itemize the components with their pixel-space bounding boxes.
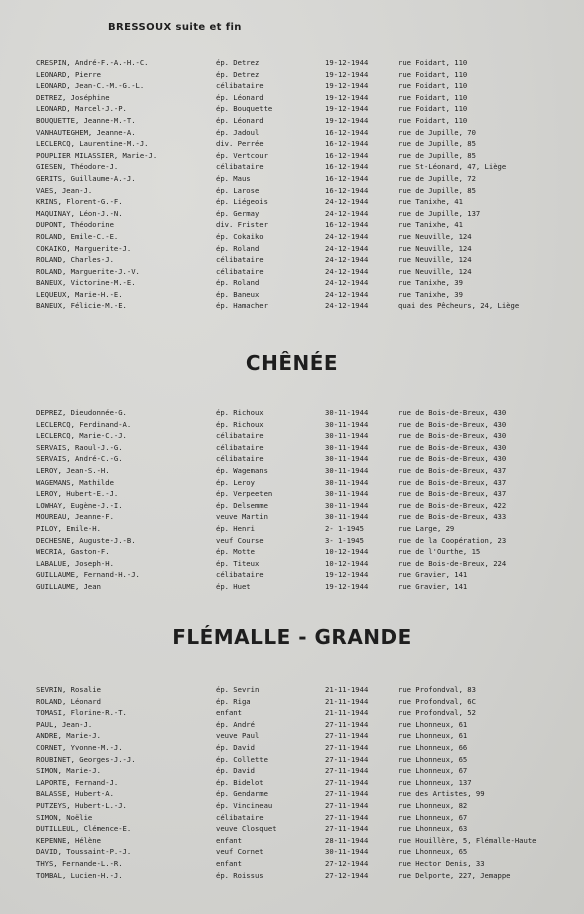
date-of-death: 27-11-1944 <box>325 754 369 764</box>
address: rue de la Coopération, 23 <box>398 535 507 545</box>
section-flemalle-grande-list <box>0 684 584 881</box>
civil-status: enfant <box>216 708 242 718</box>
date-of-death: 24-12-1944 <box>325 243 369 253</box>
person-name: BANEUX, Félicie-M.-E. <box>36 301 127 311</box>
address: rue des Artistes, 99 <box>398 789 485 799</box>
date-of-death: 19-12-1944 <box>325 104 369 114</box>
person-name: GUILLAUME, Jean <box>36 581 101 591</box>
list-item <box>0 300 584 312</box>
date-of-death: 19-12-1944 <box>325 92 369 102</box>
address: quai des Pêcheurs, 24, Liège <box>398 301 520 311</box>
list-item <box>0 277 584 289</box>
address: rue Foidart, 110 <box>398 69 468 79</box>
civil-status: ép. André <box>216 719 255 729</box>
date-of-death: 30-11-1944 <box>325 477 369 487</box>
person-name: LECLERCQ, Ferdinand-A. <box>36 419 132 429</box>
civil-status: ép. Delsemme <box>216 500 268 510</box>
civil-status: ép. Titeux <box>216 558 260 568</box>
address: rue Lhonneux, 66 <box>398 742 468 752</box>
address: rue Lhonneux, 63 <box>398 824 468 834</box>
list-item <box>0 465 584 477</box>
list-item <box>0 719 584 731</box>
list-item <box>0 812 584 824</box>
person-name: COKAIKO, Marguerite-J. <box>36 243 132 253</box>
person-name: BOUQUETTE, Jeanne-M.-T. <box>36 115 136 125</box>
civil-status: célibataire <box>216 81 264 91</box>
list-item <box>0 777 584 789</box>
person-name: LECLERCQ, Laurentine-M.-J. <box>36 139 149 149</box>
civil-status: veuve Martin <box>216 512 268 522</box>
date-of-death: 30-11-1944 <box>325 419 369 429</box>
date-of-death: 24-12-1944 <box>325 278 369 288</box>
civil-status: ép. Baneux <box>216 289 260 299</box>
civil-status: ép. Germay <box>216 208 260 218</box>
person-name: ROLAND, Emile-C.-E. <box>36 231 119 241</box>
list-item <box>0 442 584 454</box>
person-name: WECRIA, Gaston-F. <box>36 547 110 557</box>
person-name: SERVAIS, Raoul-J.-G. <box>36 442 123 452</box>
person-name: VANHAUTEGHEM, Jeanne-A. <box>36 127 136 137</box>
list-item <box>0 846 584 858</box>
civil-status: div. Frister <box>216 220 268 230</box>
civil-status: ép. Maus <box>216 173 251 183</box>
list-item <box>0 57 584 69</box>
civil-status: ép. David <box>216 742 255 752</box>
civil-status: ép. Richoux <box>216 408 264 417</box>
date-of-death: 19-12-1944 <box>325 115 369 125</box>
date-of-death: 19-12-1944 <box>325 81 369 91</box>
person-name: DUTILLEUL, Clémence-E. <box>36 824 132 834</box>
list-item <box>0 266 584 278</box>
address: rue Lhonneux, 65 <box>398 847 468 857</box>
civil-status: célibataire <box>216 454 264 464</box>
civil-status: veuf Cornet <box>216 847 264 857</box>
civil-status: ép. Richoux <box>216 419 264 429</box>
address: rue St-Léonard, 47, Liège <box>398 162 507 172</box>
address: rue de Bois-de-Breux, 437 <box>398 465 507 475</box>
person-name: MAQUINAY, Léon-J.-N. <box>36 208 123 218</box>
civil-status: célibataire <box>216 162 264 172</box>
person-name: GUILLAUME, Fernand-H.-J. <box>36 570 140 580</box>
address: rue Lhonneux, 67 <box>398 812 468 822</box>
date-of-death: 10-12-1944 <box>325 547 369 557</box>
person-name: SIMON, Marie-J. <box>36 766 101 776</box>
date-of-death: 27-11-1944 <box>325 789 369 799</box>
person-name: ROLAND, Charles-J. <box>36 255 114 265</box>
address: rue Foidart, 110 <box>398 104 468 114</box>
list-item <box>0 684 584 696</box>
person-name: ANDRE, Marie-J. <box>36 731 101 741</box>
person-name: LABALUE, Joseph-H. <box>36 558 114 568</box>
civil-status: ép. Detrez <box>216 69 260 79</box>
address: rue de Bois-de-Breux, 430 <box>398 431 507 441</box>
civil-status: ép. Vertcour <box>216 150 268 160</box>
date-of-death: 21-11-1944 <box>325 696 369 706</box>
address: rue de Bois-de-Breux, 430 <box>398 454 507 464</box>
list-item <box>0 150 584 162</box>
date-of-death: 24-12-1944 <box>325 255 369 265</box>
date-of-death: 16-12-1944 <box>325 185 369 195</box>
list-item <box>0 523 584 535</box>
person-name: LEROY, Jean-S.-H. <box>36 465 110 475</box>
section-title-bressoux: BRESSOUX suite et fin <box>108 22 242 33</box>
list-item <box>0 488 584 500</box>
date-of-death: 27-11-1944 <box>325 812 369 822</box>
date-of-death: 30-11-1944 <box>325 847 369 857</box>
civil-status: ép. Riga <box>216 696 251 706</box>
list-item <box>0 185 584 197</box>
address: rue Tanixhe, 39 <box>398 289 463 299</box>
date-of-death: 19-12-1944 <box>325 581 369 591</box>
person-name: LOWHAY, Eugène-J.-I. <box>36 500 123 510</box>
civil-status: ép. Henri <box>216 523 255 533</box>
address: rue Houillère, 5, Flémalle-Haute <box>398 835 537 845</box>
date-of-death: 27-12-1944 <box>325 870 369 880</box>
section-title-chenee: CHÊNÉE <box>245 351 339 375</box>
date-of-death: 10-12-1944 <box>325 558 369 568</box>
list-item <box>0 92 584 104</box>
list-item <box>0 742 584 754</box>
date-of-death: 19-12-1944 <box>325 570 369 580</box>
list-item <box>0 254 584 266</box>
list-item <box>0 407 584 419</box>
address: rue de Bois-de-Breux, 437 <box>398 489 507 499</box>
date-of-death: 24-12-1944 <box>325 197 369 207</box>
address: rue Tanixhe, 41 <box>398 197 463 207</box>
civil-status: ép. Roland <box>216 278 260 288</box>
date-of-death: 21-11-1944 <box>325 685 369 694</box>
civil-status: div. Perrée <box>216 139 264 149</box>
civil-status: ép. Hamacher <box>216 301 268 311</box>
list-item <box>0 115 584 127</box>
date-of-death: 16-12-1944 <box>325 220 369 230</box>
address: rue Foidart, 110 <box>398 81 468 91</box>
list-item <box>0 80 584 92</box>
address: rue Lhonneux, 61 <box>398 731 468 741</box>
date-of-death: 27-11-1944 <box>325 766 369 776</box>
person-name: CORNET, Yvonne-M.-J. <box>36 742 123 752</box>
address: rue de Jupille, 72 <box>398 173 476 183</box>
date-of-death: 16-12-1944 <box>325 139 369 149</box>
civil-status: ép. Motte <box>216 547 255 557</box>
civil-status: ép. Léonard <box>216 92 264 102</box>
civil-status: ép. Cokaiko <box>216 231 264 241</box>
address: rue de Bois-de-Breux, 437 <box>398 477 507 487</box>
address: rue Foidart, 110 <box>398 115 468 125</box>
list-item <box>0 511 584 523</box>
civil-status: ép. Roissus <box>216 870 264 880</box>
date-of-death: 27-11-1944 <box>325 731 369 741</box>
list-item <box>0 546 584 558</box>
person-name: GERITS, Guillaume-A.-J. <box>36 173 136 183</box>
date-of-death: 3- 1-1945 <box>325 535 364 545</box>
list-item <box>0 219 584 231</box>
person-name: KEPENNE, Hélène <box>36 835 101 845</box>
civil-status: veuve Paul <box>216 731 260 741</box>
date-of-death: 27-12-1944 <box>325 858 369 868</box>
person-name: LEONARD, Jean-C.-M.-G.-L. <box>36 81 145 91</box>
person-name: POUPLIER MILASSIER, Marie-J. <box>36 150 158 160</box>
address: rue Neuville, 124 <box>398 243 472 253</box>
person-name: LEONARD, Marcel-J.-P. <box>36 104 127 114</box>
person-name: TOMBAL, Lucien-H.-J. <box>36 870 123 880</box>
civil-status: célibataire <box>216 812 264 822</box>
section-bressoux-list <box>0 57 584 312</box>
civil-status: ép. Leroy <box>216 477 255 487</box>
date-of-death: 24-12-1944 <box>325 289 369 299</box>
address: rue de Bois-de-Breux, 430 <box>398 408 507 417</box>
civil-status: ép. Detrez <box>216 58 260 67</box>
list-item <box>0 535 584 547</box>
person-name: VAES, Jean-J. <box>36 185 93 195</box>
list-item <box>0 419 584 431</box>
address: rue Neuville, 124 <box>398 255 472 265</box>
date-of-death: 27-11-1944 <box>325 719 369 729</box>
date-of-death: 30-11-1944 <box>325 431 369 441</box>
civil-status: ép. Huet <box>216 581 251 591</box>
address: rue de Bois-de-Breux, 433 <box>398 512 507 522</box>
list-item <box>0 765 584 777</box>
address: rue Gravier, 141 <box>398 570 468 580</box>
list-item <box>0 138 584 150</box>
address: rue Lhonneux, 61 <box>398 719 468 729</box>
person-name: BALASSE, Hubert-A. <box>36 789 114 799</box>
list-item <box>0 835 584 847</box>
date-of-death: 30-11-1944 <box>325 489 369 499</box>
address: rue de Jupille, 70 <box>398 127 476 137</box>
person-name: TOMASI, Florine-R.-T. <box>36 708 127 718</box>
address: rue Lhonneux, 137 <box>398 777 472 787</box>
person-name: KRINS, Florent-G.-F. <box>36 197 123 207</box>
civil-status: ép. Roland <box>216 243 260 253</box>
person-name: DUPONT, Théodorine <box>36 220 114 230</box>
civil-status: ép. Bidelot <box>216 777 264 787</box>
list-item <box>0 127 584 139</box>
address: rue Lhonneux, 65 <box>398 754 468 764</box>
date-of-death: 19-12-1944 <box>325 69 369 79</box>
list-item <box>0 730 584 742</box>
person-name: ROLAND, Marguerite-J.-V. <box>36 266 140 276</box>
address: rue Lhonneux, 82 <box>398 800 468 810</box>
civil-status: enfant <box>216 858 242 868</box>
list-item <box>0 196 584 208</box>
address: rue Profondval, 52 <box>398 708 476 718</box>
address: rue Delporte, 227, Jemappe <box>398 870 511 880</box>
person-name: ROLAND, Léonard <box>36 696 101 706</box>
date-of-death: 30-11-1944 <box>325 500 369 510</box>
address: rue de l'Ourthe, 15 <box>398 547 481 557</box>
date-of-death: 27-11-1944 <box>325 800 369 810</box>
date-of-death: 30-11-1944 <box>325 442 369 452</box>
person-name: WAGEMANS, Mathilde <box>36 477 114 487</box>
address: rue Lhonneux, 67 <box>398 766 468 776</box>
date-of-death: 30-11-1944 <box>325 454 369 464</box>
civil-status: ép. Gendarme <box>216 789 268 799</box>
date-of-death: 16-12-1944 <box>325 162 369 172</box>
date-of-death: 16-12-1944 <box>325 150 369 160</box>
person-name: THYS, Fernande-L.-R. <box>36 858 123 868</box>
civil-status: ép. Liégeois <box>216 197 268 207</box>
list-item <box>0 430 584 442</box>
date-of-death: 27-11-1944 <box>325 742 369 752</box>
civil-status: ép. Larose <box>216 185 260 195</box>
civil-status: célibataire <box>216 255 264 265</box>
list-item <box>0 707 584 719</box>
list-item <box>0 870 584 882</box>
list-item <box>0 161 584 173</box>
civil-status: ép. Jadoul <box>216 127 260 137</box>
list-item <box>0 558 584 570</box>
person-name: LEQUEUX, Marie-H.-E. <box>36 289 123 299</box>
address: rue Foidart, 110 <box>398 92 468 102</box>
address: rue de Bois-de-Breux, 430 <box>398 419 507 429</box>
address: rue de Jupille, 85 <box>398 150 476 160</box>
address: rue Profondval, 6C <box>398 696 476 706</box>
date-of-death: 21-11-1944 <box>325 708 369 718</box>
person-name: PILOY, Emile-H. <box>36 523 101 533</box>
list-item <box>0 696 584 708</box>
civil-status: veuve Closquet <box>216 824 277 834</box>
date-of-death: 27-11-1944 <box>325 824 369 834</box>
date-of-death: 19-12-1944 <box>325 58 369 67</box>
person-name: LEONARD, Pierre <box>36 69 101 79</box>
list-item <box>0 231 584 243</box>
civil-status: célibataire <box>216 442 264 452</box>
civil-status: ép. Sevrin <box>216 685 260 694</box>
list-item <box>0 800 584 812</box>
person-name: DEPREZ, Dieudonnée-G. <box>36 408 127 417</box>
person-name: SEVRIN, Rosalie <box>36 685 101 694</box>
person-name: ROUBINET, Georges-J.-J. <box>36 754 136 764</box>
address: rue de Bois-de-Breux, 430 <box>398 442 507 452</box>
address: rue Neuville, 124 <box>398 231 472 241</box>
civil-status: ép. Léonard <box>216 115 264 125</box>
list-item <box>0 208 584 220</box>
civil-status: ép. Verpeeten <box>216 489 273 499</box>
date-of-death: 24-12-1944 <box>325 301 369 311</box>
person-name: PAUL, Jean-J. <box>36 719 93 729</box>
list-item <box>0 788 584 800</box>
person-name: DETREZ, Joséphine <box>36 92 110 102</box>
date-of-death: 2- 1-1945 <box>325 523 364 533</box>
list-item <box>0 173 584 185</box>
civil-status: ép. Collette <box>216 754 268 764</box>
address: rue de Jupille, 137 <box>398 208 481 218</box>
date-of-death: 30-11-1944 <box>325 512 369 522</box>
date-of-death: 30-11-1944 <box>325 465 369 475</box>
civil-status: ép. David <box>216 766 255 776</box>
person-name: SIMON, Noëlie <box>36 812 93 822</box>
list-item <box>0 69 584 81</box>
list-item <box>0 243 584 255</box>
section-title-flemalle-grande: FLÉMALLE - GRANDE <box>172 625 412 649</box>
address: rue Large, 29 <box>398 523 455 533</box>
person-name: MOUREAU, Jeanne-F. <box>36 512 114 522</box>
address: rue Foidart, 110 <box>398 58 468 67</box>
civil-status: ép. Vincineau <box>216 800 273 810</box>
civil-status: célibataire <box>216 570 264 580</box>
civil-status: enfant <box>216 835 242 845</box>
date-of-death: 30-11-1944 <box>325 408 369 417</box>
address: rue Neuville, 124 <box>398 266 472 276</box>
address: rue de Bois-de-Breux, 422 <box>398 500 507 510</box>
date-of-death: 27-11-1944 <box>325 777 369 787</box>
list-item <box>0 289 584 301</box>
list-item <box>0 823 584 835</box>
list-item <box>0 858 584 870</box>
address: rue Tanixhe, 39 <box>398 278 463 288</box>
date-of-death: 24-12-1944 <box>325 266 369 276</box>
civil-status: veuf Course <box>216 535 264 545</box>
person-name: CRESPIN, André-F.-A.-H.-C. <box>36 58 149 67</box>
date-of-death: 16-12-1944 <box>325 173 369 183</box>
list-item <box>0 754 584 766</box>
person-name: GIESEN, Théodore-J. <box>36 162 119 172</box>
person-name: LECLERCQ, Marie-C.-J. <box>36 431 127 441</box>
date-of-death: 16-12-1944 <box>325 127 369 137</box>
person-name: LEROY, Hubert-E.-J. <box>36 489 119 499</box>
person-name: DAVID, Toussaint-P.-J. <box>36 847 132 857</box>
address: rue Tanixhe, 41 <box>398 220 463 230</box>
person-name: BANEUX, Victorine-M.-E. <box>36 278 136 288</box>
date-of-death: 24-12-1944 <box>325 231 369 241</box>
civil-status: ép. Wagemans <box>216 465 268 475</box>
address: rue Hector Denis, 33 <box>398 858 485 868</box>
civil-status: ép. Bouquette <box>216 104 273 114</box>
person-name: DECHESNE, Auguste-J.-B. <box>36 535 136 545</box>
date-of-death: 28-11-1944 <box>325 835 369 845</box>
address: rue de Jupille, 85 <box>398 139 476 149</box>
date-of-death: 24-12-1944 <box>325 208 369 218</box>
list-item <box>0 569 584 581</box>
list-item <box>0 477 584 489</box>
list-item <box>0 103 584 115</box>
list-item <box>0 581 584 593</box>
address: rue de Bois-de-Breux, 224 <box>398 558 507 568</box>
section-chenee-list <box>0 407 584 593</box>
person-name: LAPORTE, Fernand-J. <box>36 777 119 787</box>
list-item <box>0 500 584 512</box>
person-name: PUTZEYS, Hubert-L.-J. <box>36 800 127 810</box>
civil-status: célibataire <box>216 266 264 276</box>
list-item <box>0 453 584 465</box>
address: rue Profondval, 83 <box>398 685 476 694</box>
civil-status: célibataire <box>216 431 264 441</box>
person-name: SERVAIS, André-C.-G. <box>36 454 123 464</box>
address: rue Gravier, 141 <box>398 581 468 591</box>
address: rue de Jupille, 85 <box>398 185 476 195</box>
